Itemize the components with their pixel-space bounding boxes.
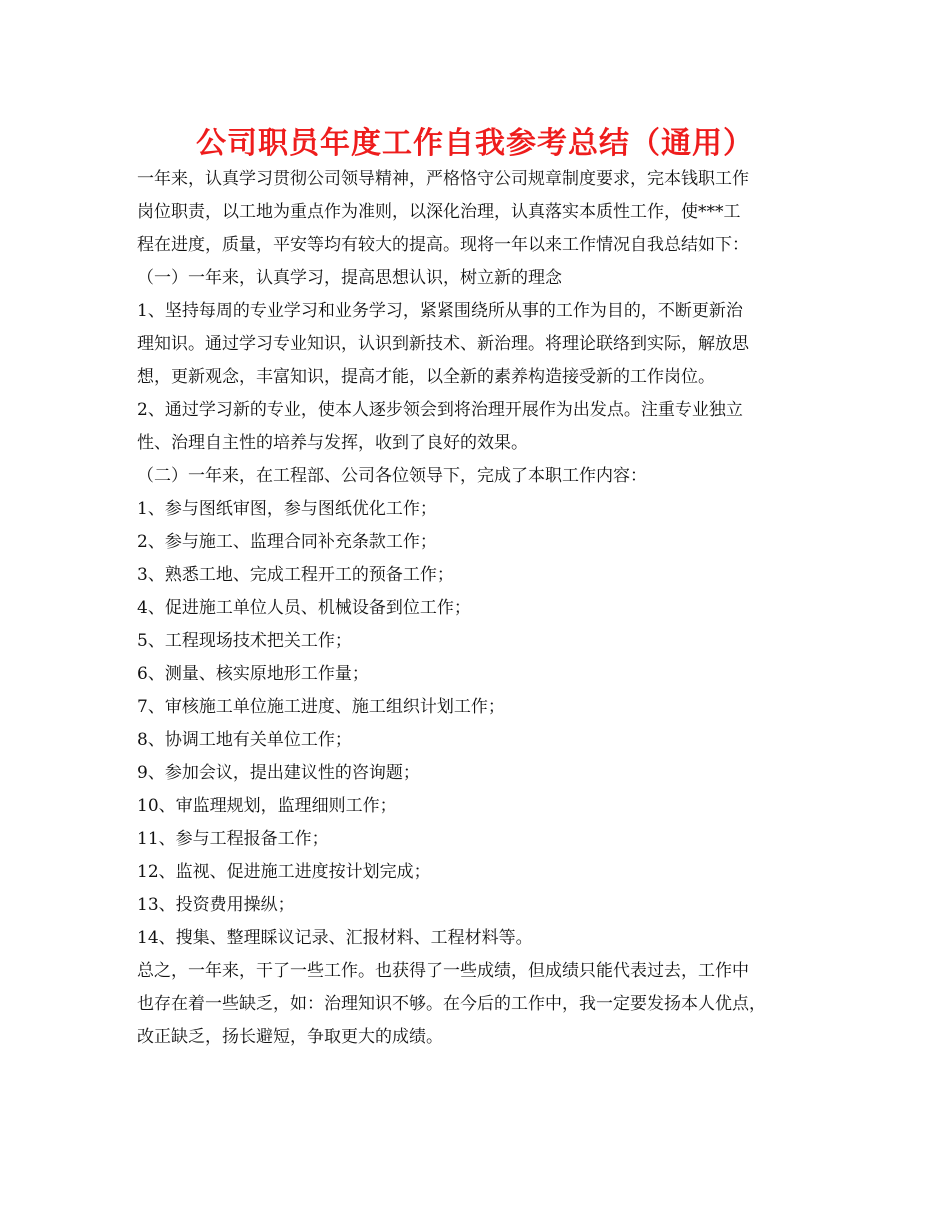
paragraph-line: 改正缺乏，扬长避短，争取更大的成绩。 <box>137 1027 443 1047</box>
paragraph-line: 1、参与图纸审图，参与图纸优化工作； <box>137 499 437 519</box>
paragraph-line: （二）一年来，在工程部、公司各位领导下，完成了本职工作内容： <box>137 466 647 486</box>
document-body <box>137 163 827 1054</box>
paragraph-line: 2、参与施工、监理合同补充条款工作； <box>137 532 437 552</box>
paragraph-line: （一）一年来，认真学习，提高思想认识，树立新的理念 <box>137 268 562 288</box>
paragraph-line: 理知识。通过学习专业知识，认识到新技术、新治理。将理论联络到实际，解放思 <box>137 334 749 354</box>
paragraph-line: 11、参与工程报备工作； <box>137 829 329 849</box>
paragraph-line: 岗位职责，以工地为重点作为准则，以深化治理，认真落实本质性工作，使***工 <box>137 202 741 222</box>
paragraph-line: 1、坚持每周的专业学习和业务学习，紧紧围绕所从事的工作为目的，不断更新治 <box>137 301 743 321</box>
paragraph-line: 性、治理自主性的培养与发挥，收到了良好的效果。 <box>137 433 528 453</box>
paragraph-line: 一年来，认真学习贯彻公司领导精神，严格恪守公司规章制度要求，完本钱职工作 <box>137 169 749 189</box>
paragraph-line: 9、参加会议，提出建议性的咨询题； <box>137 763 420 783</box>
paragraph-line: 12、监视、促进施工进度按计划完成； <box>137 862 431 882</box>
paragraph-line: 想，更新观念，丰富知识，提高才能，以全新的素养构造接受新的工作岗位。 <box>137 367 715 387</box>
paragraph-line: 5、工程现场技术把关工作； <box>137 631 352 651</box>
paragraph-line: 7、审核施工单位施工进度、施工组织计划工作； <box>137 697 505 717</box>
paragraph-line: 13、投资费用操纵； <box>137 895 295 915</box>
document-title: 公司职员年度工作自我参考总结（通用） <box>196 126 754 161</box>
paragraph-line: 总之，一年来，干了一些工作。也获得了一些成绩，但成绩只能代表过去，工作中 <box>137 961 749 981</box>
paragraph-line: 14、搜集、整理睬议记录、汇报材料、工程材料等。 <box>137 928 533 948</box>
paragraph-line: 也存在着一些缺乏，如：治理知识不够。在今后的工作中，我一定要发扬本人优点， <box>137 994 766 1014</box>
paragraph-line: 程在进度，质量，平安等均有较大的提高。现将一年以来工作情况自我总结如下： <box>137 235 749 255</box>
paragraph-line: 6、测量、核实原地形工作量； <box>137 664 369 684</box>
paragraph-line: 2、通过学习新的专业，使本人逐步领会到将治理开展作为出发点。注重专业独立 <box>137 400 743 420</box>
paragraph-line: 4、促进施工单位人员、机械设备到位工作； <box>137 598 471 618</box>
paragraph-line: 8、协调工地有关单位工作； <box>137 730 352 750</box>
paragraph-line: 3、熟悉工地、完成工程开工的预备工作； <box>137 565 454 585</box>
paragraph-line: 10、审监理规划，监理细则工作； <box>137 796 397 816</box>
